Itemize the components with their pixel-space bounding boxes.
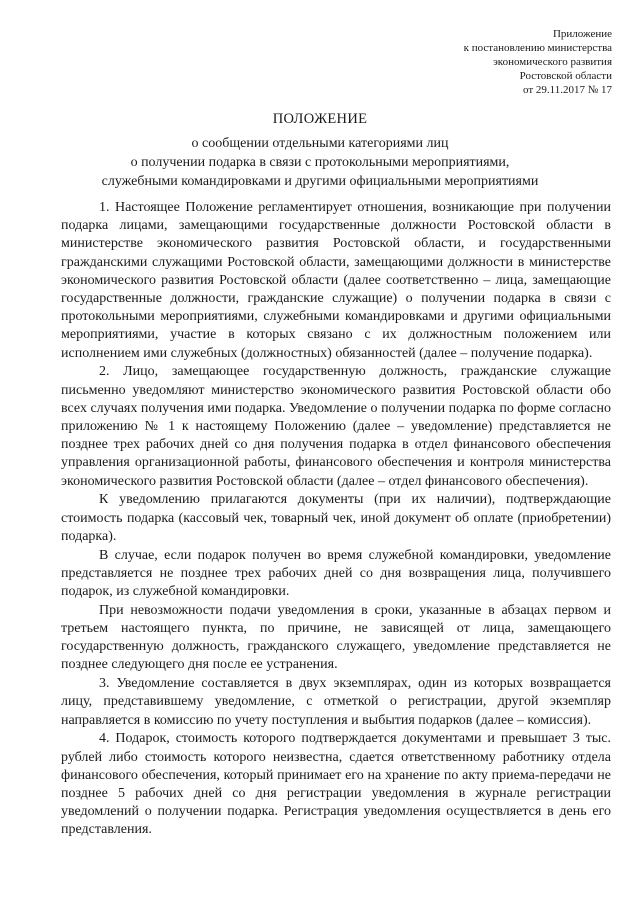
appendix-line: экономического развития — [493, 56, 612, 68]
appendix-header — [392, 27, 612, 97]
title-block — [0, 110, 640, 191]
paragraph-2-documents: К уведомлению прилагаются документы (при их наличии), подтверждающие стоимость подарка (кассовый чек, товарный чек, иной документ об оплате (приобретении) подарка). — [61, 492, 611, 544]
document-subtitle — [0, 134, 640, 191]
paragraph-2: 2. Лицо, замещающее государственную должность, гражданские служащие письменно уведомляют министерство экономического развития Ростовской области обо всех случаях получения ими подарка. Уведомление о получении подарка по форме согласно приложению № 1 к настоящему Положению (далее – уведомление) представляется не позднее трех рабочих дней со дня получения подарка в отдел финансового обеспечения управления организационной работы, финансового обеспечения и контроля министерства экономического развития Ростовской области (далее – отдел финансового обеспечения). — [61, 364, 611, 489]
appendix-line: Ростовской области — [519, 70, 612, 82]
appendix-line: от 29.11.2017 № 17 — [523, 84, 612, 96]
document-title: ПОЛОЖЕНИЕ — [272, 111, 368, 127]
paragraph-1: 1. Настоящее Положение регламентирует отношения, возникающие при получении подарка лицами, замещающими государственные должности Ростовской области в министерстве экономического развития Ростовской области, и государственными гражданскими служащими Ростовской области, замещающими должности в министерстве экономического развития Ростовской области (далее соответственно – лица, замещающие государственные должности, гражданские служащие) о получении подарка в связи с протокольными мероприятиями, служебными командировками и другими официальными мероприятиями, участие в которых связано с их должностным положением или исполнением ими служебных (должностных) обязанностей (далее – получение подарка). — [61, 200, 611, 361]
appendix-line: Приложение — [552, 28, 612, 40]
paragraph-2-business-trip: В случае, если подарок получен во время служебной командировки, уведомление представляется не позднее трех рабочих дней со дня возвращения лица, получившего подарок, из служебной командировки. — [61, 547, 611, 600]
subtitle-line: служебными командировками и другими официальными мероприятиями — [101, 174, 539, 189]
subtitle-line: о сообщении отдельными категориями лиц — [191, 136, 449, 151]
paragraph-2-impossibility: При невозможности подачи уведомления в сроки, указанные в абзацах первом и третьем настоящего пункта, по причине, не зависящей от лица, замещающего государственную должность, гражданского служащего, уведомление представляется не позднее следующего дня после ее устранения. — [61, 602, 611, 673]
paragraph-4: 4. Подарок, стоимость которого подтверждается документами и превышает 3 тыс. рублей либо стоимость которого неизвестна, сдается ответственному работнику отдела финансового обеспечения, который принимает его на хранение по акту приема-передачи не позднее 5 рабочих дней со дня регистрации уведомления в журнале регистрации уведомлений о получении подарка. Регистрация уведомления осуществляется в день его представления. — [61, 731, 611, 838]
paragraph-3: 3. Уведомление составляется в двух экземплярах, один из которых возвращается лицу, представившему уведомление, с отметкой о регистрации, другой экземпляр направляется в комиссию по учету поступления и выбытия подарков (далее – комиссия). — [61, 676, 611, 728]
appendix-line: к постановлению министерства — [463, 42, 612, 54]
subtitle-line: о получении подарка в связи с протокольными мероприятиями, — [130, 155, 510, 170]
document-body — [61, 199, 611, 840]
